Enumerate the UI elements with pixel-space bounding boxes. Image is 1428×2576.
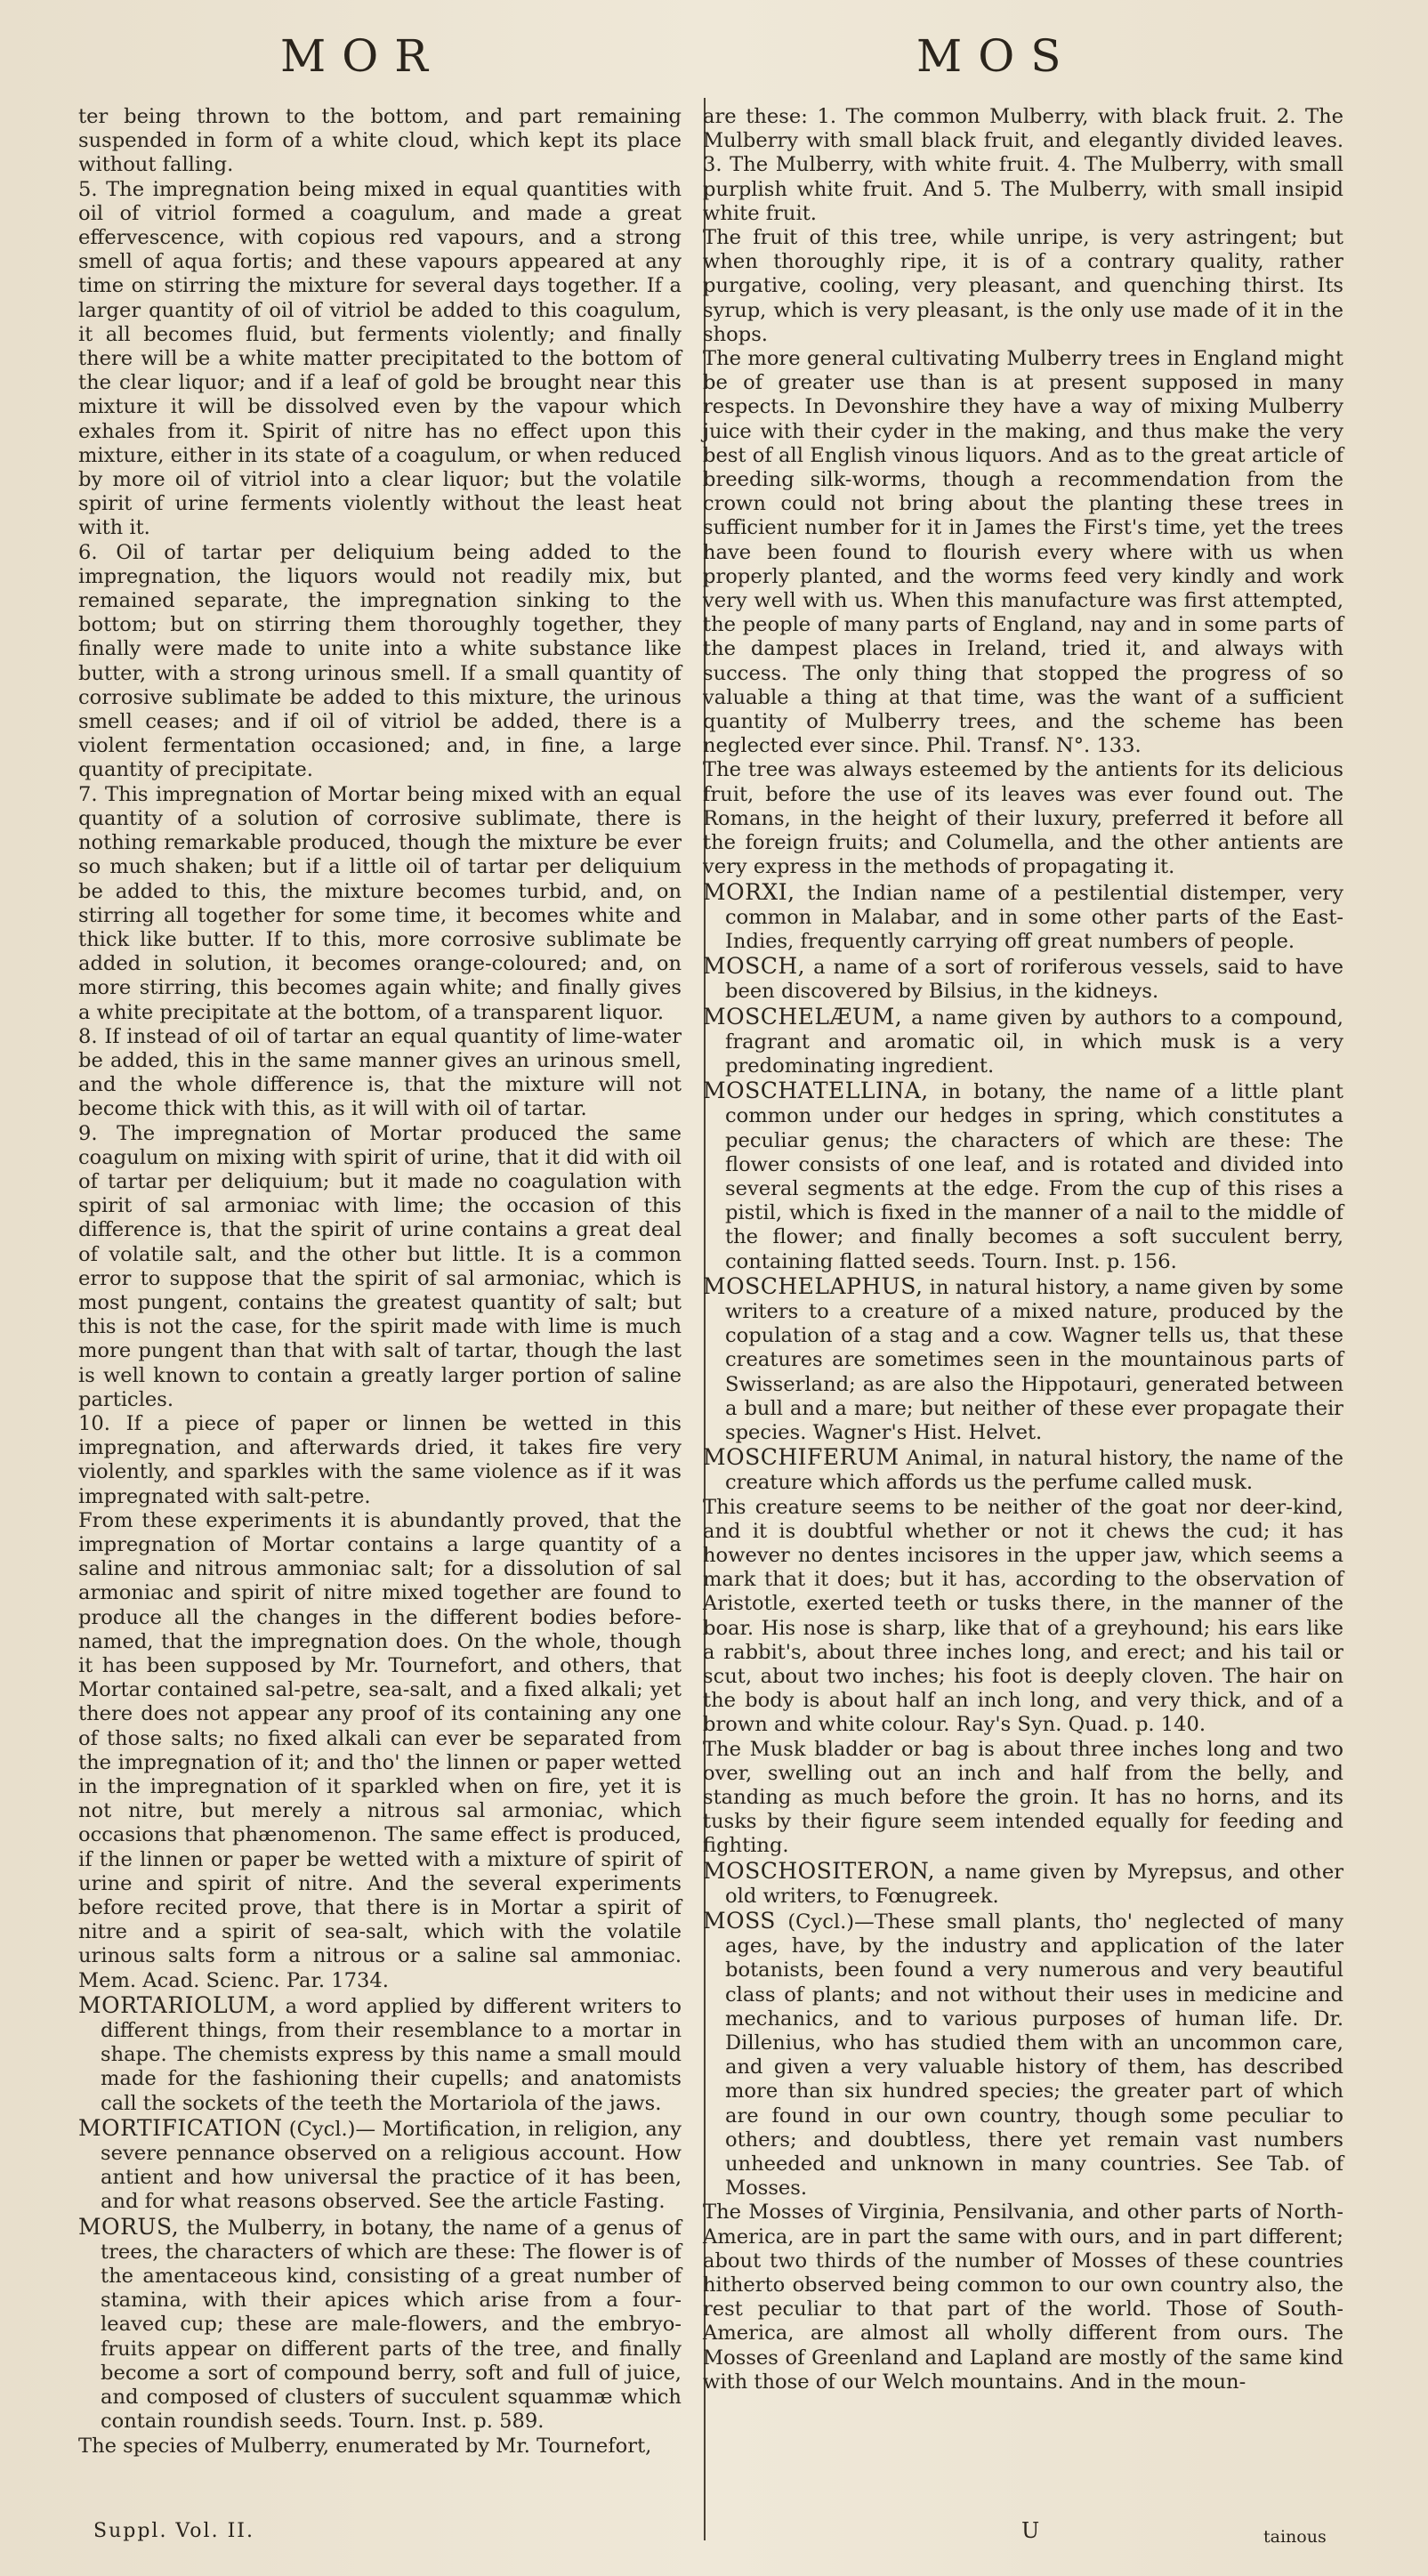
- entry-text: the Mulberry, in botany, the name of a genus of trees, the characters of which are these: The flower is of the amentaceous kind, consisting of a great number of stamina, with their apices which arise from a four-leaved cup; these are male-flowers, and the embryo-fruits appear on different parts of the tree, and finally become a sort of compound berry, soft and full of juice, and composed of clusters of succulent squammæ which contain roundish seeds. Tourn. Inst. p. 589.: [101, 2216, 682, 2434]
- running-head-right: MOS: [916, 30, 1077, 82]
- entry-text: a name given by Myrepsus, and other old writers, to Fœnugreek.: [725, 1860, 1343, 1908]
- dictionary-entry: [703, 1909, 1343, 2201]
- paragraph: The Mosses of Virginia, Pensilvania, and other parts of North-America, are in part the same with ours, and in part different; about two thirds of the number of Mosses of these countries hitherto observed being common to our own country also, the rest peculiar to that part of the world. Those of South-America, are almost all wholly different from ours. The Mosses of Greenland and Lapland are mostly of the same kind with those of our Welch mountains. And in the moun-: [703, 2201, 1343, 2394]
- entry-headword: MORUS,: [78, 2213, 180, 2240]
- entry-text: (Cycl.)— Mortification, in religion, any severe pennance observed on a religious account. How antient and how universal the practice of it has been, and for what reasons observed. See the article Fasting.: [101, 2117, 682, 2214]
- entry-text: in natural history, a name given by some writers to a creature of a mixed nature, produced by the copulation of a stag and a cow. Wagner tells us, that these creatures are sometimes seen in the mountainous parts of Swisserland; as are also the Hippotauri, generated between a bull and a mare; but neither of these ever propagate their species. Wagner's Hist. Helvet.: [725, 1275, 1343, 1444]
- dictionary-entry: [703, 954, 1343, 1004]
- dictionary-entry: [78, 1993, 682, 2116]
- running-head: [0, 30, 1428, 84]
- paragraph: 9. The impregnation of Mortar produced the same coagulum on mixing with spirit of urine, that it did with oil of tartar per deliquium; but it made no coagulation with spirit of sal armoniac with lime; the occasion of this difference is, that the spirit of urine contains a great deal of volatile salt, and the other but little. It is a common error to suppose that the spirit of sal armoniac, which is most pungent, contains the greatest quantity of salt; but this is not the case, for the spirit made with lime is much more pungent than that with salt of tartar, though the last is well known to contain a greatly larger portion of saline particles.: [78, 1121, 682, 1411]
- dictionary-entry: [703, 880, 1343, 955]
- entry-text: a name given by authors to a compound, fragrant and aromatic oil, in which musk is a very predominating ingredient.: [725, 1005, 1343, 1078]
- entry-headword: MOSCHELAPHUS,: [703, 1272, 924, 1299]
- dictionary-entry: [78, 2215, 682, 2435]
- entry-text: in botany, the name of a little plant common under our hedges in spring, which constitutes a peculiar genus; the characters of which are these: The flower consists of one leaf, and is rotated and divided into several segments at the edge. From the cup of this rises a pistil, which is fixed in the manner of a nail to the middle of the flower; and finally becomes a soft succulent berry, containing flatted seeds. Tourn. Inst. p. 156.: [725, 1080, 1343, 1273]
- entry-headword: MORXI,: [703, 878, 795, 905]
- signature-mark: U: [1021, 2518, 1040, 2543]
- entry-text: the Indian name of a pestilential distemper, very common in Malabar, and in some other parts of the East-Indies, frequently carrying off great numbers of people.: [725, 881, 1343, 953]
- paragraph: are these: 1. The common Mulberry, with black fruit. 2. The Mulberry with small black fruit, and elegantly divided leaves. 3. The Mulberry, with white fruit. 4. The Mulberry, with small purplish white fruit. And 5. The Mulberry, with small insipid white fruit.: [703, 105, 1343, 225]
- paragraph: 7. This impregnation of Mortar being mixed with an equal quantity of a solution of corrosive sublimate, there is nothing remarkable produced, though the mixture be ever so much shaken; but if a little oil of tartar per deliquium be added to this, the mixture becomes turbid, and, on stirring all together for some time, it becomes white and thick like butter. If to this, more corrosive sublimate be added in solution, it becomes orange-coloured; and, on more stirring, this becomes again white; and finally gives a white precipitate at the bottom, of a transparent liquor.: [78, 782, 682, 1024]
- paragraph: The tree was always esteemed by the antients for its delicious fruit, before the use of its leaves was ever found out. The Romans, in the height of their luxury, preferred it before all the foreign fruits; and Columella, and the other antients are very express in the methods of propagating it.: [703, 758, 1343, 879]
- paragraph: The fruit of this tree, while unripe, is very astringent; but when thoroughly ripe, it is of a contrary quality, rather purgative, cooling, very pleasant, and quenching thirst. Its syrup, which is very pleasant, is the only use made of it in the shops.: [703, 226, 1343, 346]
- dictionary-entry: [703, 1005, 1343, 1079]
- right-column: [703, 105, 1343, 2394]
- paragraph: ter being thrown to the bottom, and part remaining suspended in form of a white cloud, which kept its place without falling.: [78, 105, 682, 177]
- paragraph: 5. The impregnation being mixed in equal quantities with oil of vitriol formed a coagulum, and made a great effervescence, with copious red vapours, and a strong smell of aqua fortis; and these vapours appeared at any time on stirring the mixture for several days together. If a larger quantity of oil of vitriol be added to this coagulum, it all becomes fluid, but ferments violently; and finally there will be a white matter precipitated to the bottom of the clear liquor; and if a leaf of gold be brought near this mixture it will be dissolved even by the vapour which exhales from it. Spirit of nitre has no effect upon this mixture, either in its state of a coagulum, or when reduced by more oil of vitriol into a clear liquor; but the volatile spirit of urine ferments violently without the least heat with it.: [78, 177, 682, 540]
- paragraph: The species of Mulberry, enumerated by Mr. Tournefort,: [78, 2434, 652, 2458]
- entry-headword: MOSCHOSITERON,: [703, 1857, 936, 1884]
- entry-headword: MOSCHIFERUM: [703, 1444, 900, 1471]
- paragraph: From these experiments it is abundantly proved, that the impregnation of Mortar contains a large quantity of a saline and nitrous ammoniac salt; for a dissolution of sal armoniac and spirit of nitre mixed together are found to produce all the changes in the different bodies before-named, that the impregnation does. On the whole, though it has been supposed by Mr. Tournefort, and others, that Mortar contained sal-petre, sea-salt, and a fixed alkali; yet there does not appear any proof of its containing any one of those salts; no fixed alkali can ever be separated from the impregnation of it; and tho' the linnen or paper wetted in the impregnation of it sparkled when on fire, yet it is not nitre, but merely a nitrous sal armoniac, which occasions that phænomenon. The same effect is produced, if the linnen or paper be wetted with a mixture of spirit of urine and spirit of nitre. And the several experiments before recited prove, that there is in Mortar a spirit of nitre and a spirit of sea-salt, which with the volatile urinous salts form a nitrous or a saline sal ammoniac. Mem. Acad. Scienc. Par. 1734.: [78, 1508, 682, 1992]
- entry-headword: MORTIFICATION: [78, 2114, 283, 2141]
- paragraph: The Musk bladder or bag is about three inches long and two over, swelling out an inch and half from the belly, and standing as much before the groin. It has no horns, and its tusks by their figure seem intended equally for feeding and fighting.: [703, 1737, 1343, 1858]
- paragraph: 10. If a piece of paper or linnen be wetted in this impregnation, and afterwards dried, it takes fire very violently, and sparkles with the same violence as if it was impregnated with salt-petre.: [78, 1411, 682, 1508]
- entry-text: Animal, in natural history, the name of the creature which affords us the perfume called musk.: [725, 1447, 1343, 1495]
- signature-line: Suppl. Vol. II.: [93, 2520, 254, 2542]
- dictionary-entry: [703, 1078, 1343, 1274]
- paragraph: 6. Oil of tartar per deliquium being added to the impregnation, the liquors would not readily mix, but remained separate, the impregnation sinking to the bottom; but on stirring them thoroughly together, they finally were made to unite into a white substance like butter, with a strong urinous smell. If a small quantity of corrosive sublimate be added to this mixture, the urinous smell ceases; and if oil of vitriol be added, there is a violent fermentation occasioned; and, in fine, a large quantity of precipitate.: [78, 540, 682, 782]
- dictionary-entry: [78, 2116, 682, 2215]
- entry-headword: MOSS: [703, 1908, 776, 1934]
- entry-headword: MORTARIOLUM,: [78, 1991, 277, 2018]
- paragraph: 8. If instead of oil of tartar an equal quantity of lime-water be added, this in the same manner gives an urinous smell, and the whole difference is, that the mixture will not become thick with this, as it will with oil of tartar.: [78, 1024, 682, 1121]
- paragraph: This creature seems to be neither of the goat nor deer-kind, and it is doubtful whether or not it chews the cud; it has however no dentes incisores in the upper jaw, which seems a mark that it does; but it has, according to the observation of Aristotle, exerted teeth or tusks there, in the manner of the boar. His nose is sharp, like that of a greyhound; his ears like a rabbit's, about three inches long, and erect; and his tail or scut, about two inches; his foot is deeply cloven. The hair on the body is about half an inch long, and very thick, and of a brown and white colour. Ray's Syn. Quad. p. 140.: [703, 1495, 1343, 1737]
- dictionary-entry: [703, 1274, 1343, 1445]
- entry-text: a word applied by different writers to different things, from their resemblance to a mortar in shape. The chemists express by this name a small mould made for the fashioning their cupells; and anatomists call the sockets of the teeth the Mortariola of the jaws.: [101, 1994, 682, 2115]
- catchword: tainous: [1263, 2527, 1327, 2547]
- dictionary-entry: [703, 1445, 1343, 1495]
- entry-headword: MOSCHATELLINA,: [703, 1078, 929, 1104]
- entry-headword: MOSCHELÆUM,: [703, 1003, 903, 1030]
- entry-text: a name of a sort of roriferous vessels, said to have been discovered by Bilsius, in the kidneys.: [725, 956, 1343, 1004]
- dictionary-entry: [703, 1859, 1343, 1909]
- running-head-left: MOR: [280, 30, 444, 82]
- entry-headword: MOSCH,: [703, 953, 806, 980]
- entry-text: (Cycl.)—These small plants, tho' neglected of many ages, have, by the industry and application of the later botanists, been found a very numerous and very beautiful class of plants; and not without their uses in medicine and mechanics, and to various purposes of human life. Dr. Dillenius, who has studied them with an uncommon care, and given a very valuable history of them, has described more than six hundred species; the greater part of which are found in our own country, though some peculiar to others; and doubtless, there yet remain vast numbers unheeded and unknown in many countries. See Tab. of Mosses.: [725, 1910, 1343, 2201]
- left-column: [78, 105, 682, 2459]
- paragraph: The more general cultivating Mulberry trees in England might be of greater use than is at present supposed in many respects. In Devonshire they have a way of mixing Mulberry juice with their cyder in the making, and thus make the very best of all English vinous liquors. And as to the great article of breeding silk-worms, though a recommendation from the crown could not bring about the planting these trees in sufficient number for it in James the First's time, yet the trees have been found to flourish every where with us when properly planted, and the worms feed very kindly and work very well with us. When this manufacture was first attempted, the people of many parts of England, nay and in some parts of the dampest places in Ireland, tried it, and always with success. The only thing that stopped the progress of so valuable a thing at that time, was the want of a sufficient quantity of Mulberry trees, and the scheme has been neglected ever since. Phil. Transf. N°. 133.: [703, 347, 1343, 758]
